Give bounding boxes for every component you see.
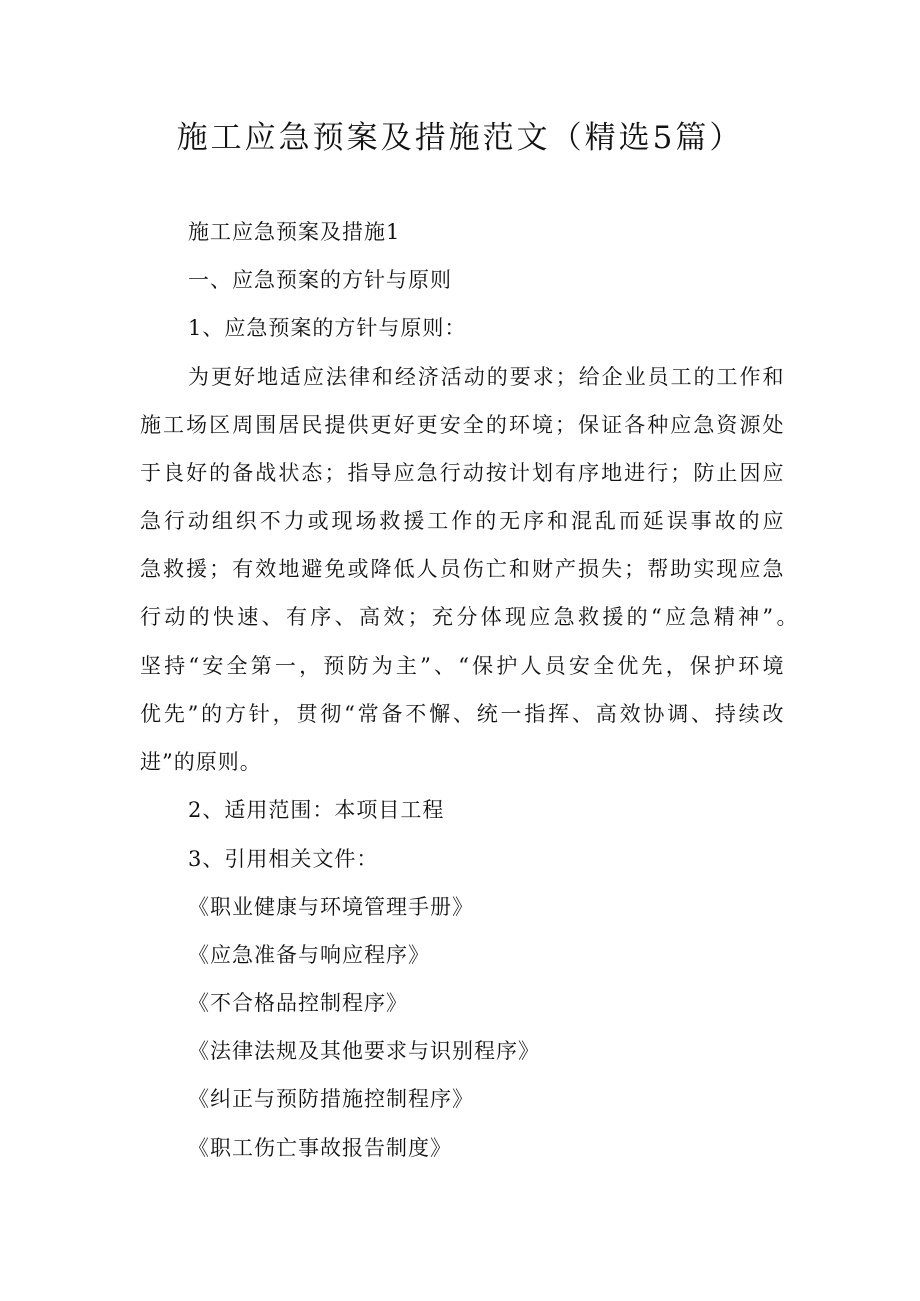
heading-policy-principles: 一、应急预案的方针与原则 <box>188 268 452 292</box>
reference-item: 《职业健康与环境管理手册》 <box>188 895 474 919</box>
reference-item: 《纠正与预防措施控制程序》 <box>188 1087 474 1111</box>
reference-item: 《应急准备与响应程序》 <box>188 943 430 967</box>
section-title: 施工应急预案及措施1 <box>188 220 401 244</box>
reference-item: 《法律法规及其他要求与识别程序》 <box>188 1039 540 1063</box>
paragraph-line: 急救援；有效地避免或降低人员伤亡和财产损失；帮助实现应急 <box>140 557 784 581</box>
paragraph-line: 急行动组织不力或现场救援工作的无序和混乱而延误事故的应 <box>140 509 784 533</box>
paragraph-line: 于良好的备战状态；指导应急行动按计划有序地进行；防止因应 <box>140 461 784 485</box>
document-title: 施工应急预案及措施范文（精选5篇） <box>176 120 744 156</box>
paragraph-line: 施工场区周围居民提供更好更安全的环境；保证各种应急资源处 <box>140 413 784 437</box>
paragraph-line: 行动的快速、有序、高效；充分体现应急救援的“应急精神”。 <box>140 605 798 629</box>
item-1-title: 1、应急预案的方针与原则： <box>188 316 467 340</box>
item-3-title: 3、引用相关文件： <box>188 847 379 871</box>
reference-item: 《职工伤亡事故报告制度》 <box>188 1136 452 1160</box>
paragraph-line: 进”的原则。 <box>140 750 262 774</box>
paragraph-line: 优先”的方针，贯彻“常备不懈、统一指挥、高效协调、持续改 <box>140 702 784 726</box>
paragraph-line: 为更好地适应法律和经济活动的要求；给企业员工的工作和 <box>188 365 784 389</box>
paragraph-line: 坚持“安全第一，预防为主”、“保护人员安全优先，保护环境 <box>140 654 784 678</box>
reference-item: 《不合格品控制程序》 <box>188 991 408 1015</box>
item-2-scope: 2、适用范围：本项目工程 <box>188 798 445 822</box>
